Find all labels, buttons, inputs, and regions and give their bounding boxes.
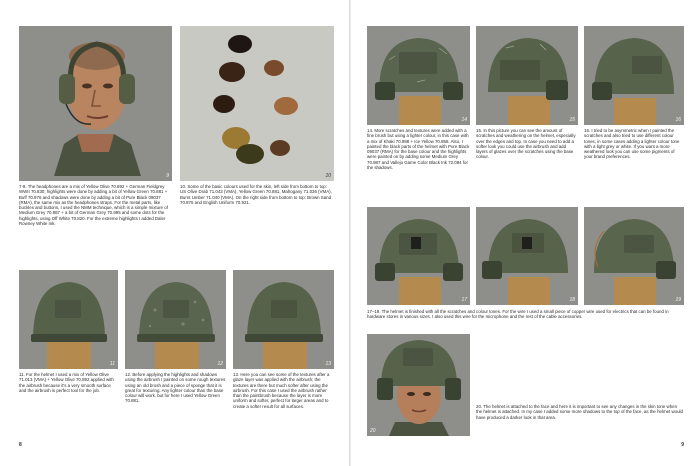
photo-paint-palette <box>180 26 334 181</box>
caption-11: 11. For the helmet I used a mix of Yellow Olive 71.013 (VMA) + Yellow Olive 70.892 applied with the airbrush because it's a very smooth surface and the airbrush is perfect tool for the job. <box>19 372 114 393</box>
photo-number: 12 <box>217 361 223 367</box>
photo-number: 9 <box>166 173 169 179</box>
photo-helmet-glazed <box>233 270 334 369</box>
photo-helmet-finished-side <box>584 207 684 305</box>
photo-number: 13 <box>325 361 331 367</box>
photo-number: 16 <box>675 117 681 123</box>
photo-helmet-finished-back <box>476 207 578 305</box>
photo-number: 20 <box>370 428 376 434</box>
caption-7-9: 7-9. The headphones are a mix of Yellow Olive 70.892 + German Fieldgrey WWII 70.830; highlights were done by adding a bit of Yellow Green 70.881 + Buff 70.976 and shadows were done by adding a bit of Pure Black 09037 (RMA), the same mix as the headphones straps. For the metal parts, like buckles and buttons, I used the NMM technique, which is a simple mixture of Medium Grey 70.987 + a bit of German Grey 70.995 and some dots for the highlights, using Off White 70.820. For the extreme highlights I added Daler Rowney White Ink. <box>19 184 168 227</box>
photo-helmet-weathered-side <box>476 26 578 125</box>
caption-13: 13. Here you can see some of the textures after a glaze layer was applied with the airbrush; the textures are there but much softer after using the airbrush. For this case I used the airbrush rather than the paintbrush because the layer is more uniform and softer, perfect for larger areas and to create a softer result for all surfaces. <box>233 372 330 409</box>
helmet-illustration <box>476 26 578 125</box>
photo-number: 18 <box>569 297 575 303</box>
helmet-illustration <box>125 270 226 369</box>
photo-helmet-on-face <box>367 334 470 436</box>
helmet-illustration <box>367 26 470 125</box>
photo-helmet-textured <box>125 270 226 369</box>
caption-16: 16. I tried to be asymmetric when I painted the scratches and also tried to use different colour tones, in some cases adding a lighter colour tone with a light grey or white. If you want a more weathered look you can use some pigments of your brand preferences. <box>584 128 680 160</box>
helmet-illustration <box>233 270 334 369</box>
photo-helmet-base <box>19 270 118 369</box>
photo-helmet-asymmetric <box>584 26 684 125</box>
helmet-face-illustration <box>367 334 470 436</box>
photo-number: 17 <box>461 297 467 303</box>
caption-10: 10. Some of the basic colours used for the skin, left side from bottom to top: US Olive Drab 71.043 (VMA), Yellow Green 70.881, Mahogany 71.036 (VMA), Burnt Umber 71.040 (VMA). On the right side from bottom to top: Brown Sand 70.876 and English Uniform 70.921. <box>180 184 332 205</box>
helmet-illustration <box>476 207 578 305</box>
page-number: 8 <box>19 442 22 448</box>
helmet-illustration <box>584 26 684 125</box>
caption-20: 20. The helmet is attached to the face and here it is important to see any changes in the skin tone when the helmet is attached. In my case I added some more shadows to the top of the face, as the helmet would have produced a darker look in that area. <box>476 404 683 420</box>
helmet-illustration <box>367 207 470 305</box>
photo-head-bust <box>19 26 172 181</box>
photo-helmet-scratches <box>367 26 470 125</box>
photo-number: 10 <box>325 173 331 179</box>
caption-14: 14. More scratches and textures were added with a fine brush but using a lighter colour, in this case with a mix of Khaki 70.988 + Ice Yellow 70.858. Also, I painted the black parts of the helmet with Pure Black 09037 (RMA) for the base colour and the highlights were painted on by adding some Medium Grey 70.987 and Vallejo Game Color Black Ink 72.094 for the shadows. <box>367 128 470 171</box>
photo-number: 19 <box>675 297 681 303</box>
caption-17-19: 17–19. The helmet is finished with all the scratches and colour tones. For the wire I used a small piece of copper wire used for electrics that can be found in hardware stores in various sizes. I also used this wire for the microphone and the rest of the cable accessories. <box>367 309 669 320</box>
photo-helmet-finished-front <box>367 207 470 305</box>
left-page <box>0 0 349 466</box>
photo-number: 15 <box>569 117 575 123</box>
helmet-illustration <box>584 207 684 305</box>
page-number: 9 <box>681 442 684 448</box>
caption-12: 12. Before applying the highlights and shadows using the airbrush I painted on some rough textures using an old brush and a piece of sponge that it is great for texturing. Any lighter colour than the base colour will work, but for here I used Yellow Green 70.881. <box>125 372 226 404</box>
photo-number: 14 <box>461 117 467 123</box>
helmet-illustration <box>19 270 118 369</box>
photo-number: 11 <box>109 361 115 367</box>
right-page <box>351 0 700 466</box>
head-bust-illustration <box>19 26 172 181</box>
caption-15: 15. In this picture you can see the amount of scratches and weathering on the helmet, especially over the edges and top. In case you need to add a softer look you could use the airbrush and add layers of glazes over the scratches using the base colour. <box>476 128 576 160</box>
paint-palette-illustration <box>180 26 334 181</box>
